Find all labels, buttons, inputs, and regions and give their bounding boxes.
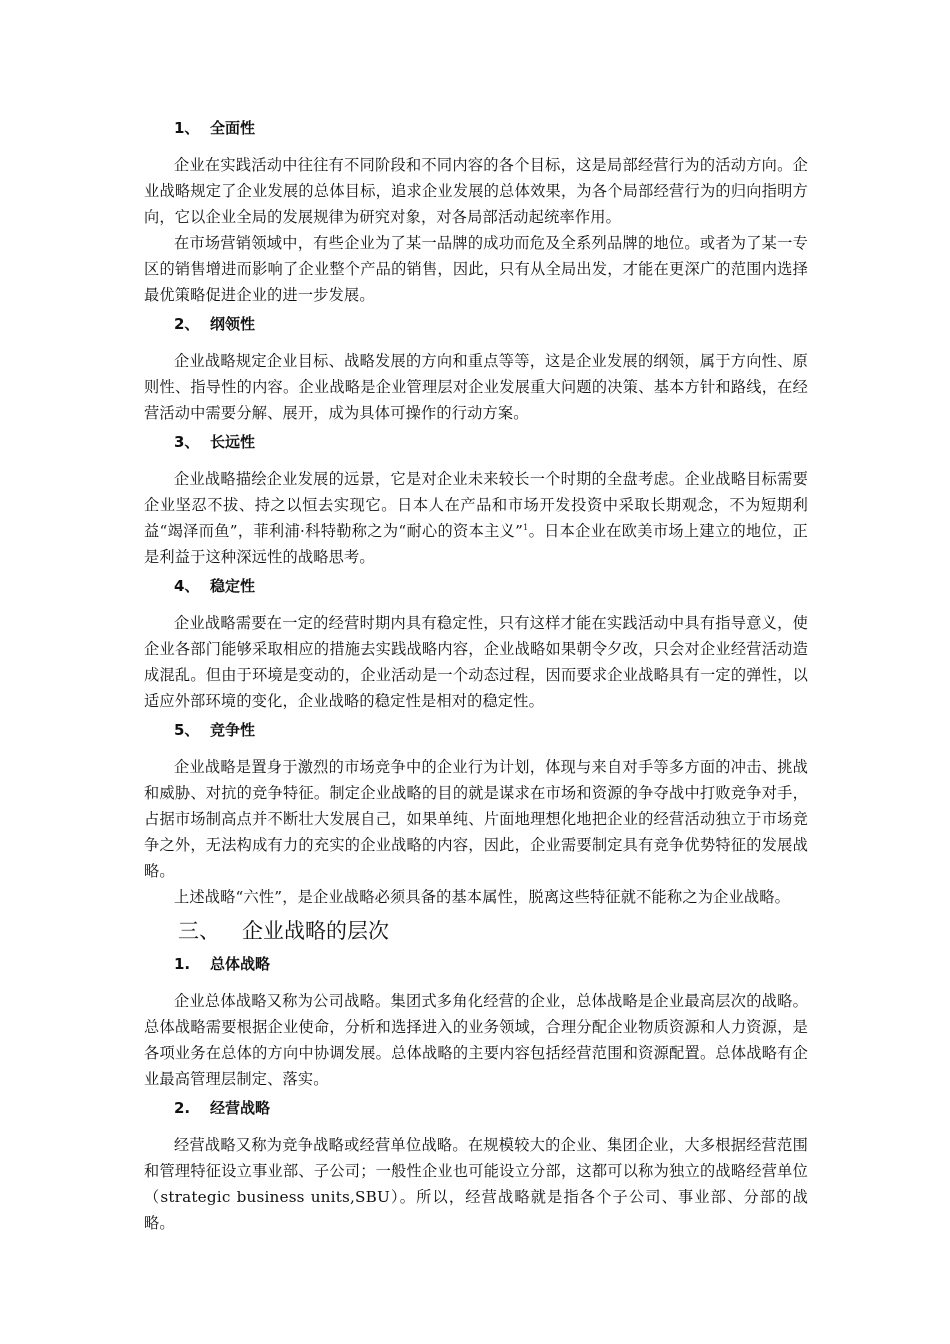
paragraph: 企业总体战略又称为公司战略。集团式多角化经营的企业，总体战略是企业最高层次的战略。总体战略需要根据企业使命，分析和选择进入的业务领域，合理分配企业物质资源和人力资源，是各项业务在总体的方向中协调发展。总体战略的主要内容包括经营范围和资源配置。总体战略有企业最高管理层制定、落实。 bbox=[144, 992, 808, 1088]
section-title: 稳定性 bbox=[210, 577, 256, 595]
section-heading-5 bbox=[174, 720, 808, 740]
section-heading-2 bbox=[174, 314, 808, 334]
section-heading-1 bbox=[174, 118, 808, 138]
level-number: 1. bbox=[174, 955, 191, 973]
paragraph: 企业在实践活动中往往有不同阶段和不同内容的各个目标，这是局部经营行为的活动方向。企业战略规定了企业发展的总体目标，追求企业发展的总体效果，为各个局部经营行为的归向指明方向，它以企业全局的发展规律为研究对象，对各局部活动起统率作用。 bbox=[144, 156, 808, 226]
paragraph-text: 。日本企业在欧美市场上建立的地位，正是利益于这种深远性的战略思考。 bbox=[144, 522, 808, 566]
section-number: 4、 bbox=[174, 577, 200, 595]
section-title: 长远性 bbox=[210, 433, 256, 451]
paragraph-text: 企业战略描绘企业发展的远景，它是对企业未来较长一个时期的全盘考虑。企业战略目标需要企业坚忍不拔、持之以恒去实现它。日本人在产品和市场开发投资中采取长期观念，不为短期利益“竭泽而鱼”，菲利浦·科特勒称之为“耐心的资本主义” bbox=[144, 470, 808, 540]
paragraph: 上述战略“六性”，是企业战略必须具备的基本属性，脱离这些特征就不能称之为企业战略。 bbox=[174, 888, 791, 906]
paragraph: 企业战略需要在一定的经营时期内具有稳定性，只有这样才能在实践活动中具有指导意义，使企业各部门能够采取相应的措施去实践战略内容，企业战略如果朝令夕改，只会对企业经营活动造成混乱。但由于环境是变动的，企业活动是一个动态过程，因而要求企业战略具有一定的弹性，以适应外部环境的变化，企业战略的稳定性是相对的稳定性。 bbox=[144, 614, 808, 710]
paragraph: 企业战略规定企业目标、战略发展的方向和重点等等，这是企业发展的纲领，属于方向性、原则性、指导性的内容。企业战略是企业管理层对企业发展重大问题的决策、基本方针和路线，在经营活动中需要分解、展开，成为具体可操作的行动方案。 bbox=[144, 352, 808, 422]
paragraph: 经营战略又称为竞争战略或经营单位战略。在规模较大的企业、集团企业，大多根据经营范围和管理特征设立事业部、子公司；一般性企业也可能设立分部，这都可以称为独立的战略经营单位（strategic business units,SBU）。所以，经营战略就是指各个子公司、事业部、分部的战略。 bbox=[144, 1136, 808, 1232]
document-content bbox=[144, 112, 808, 1236]
paragraph: 在市场营销领域中，有些企业为了某一品牌的成功而危及全系列品牌的地位。或者为了某一专区的销售增进而影响了企业整个产品的销售，因此，只有从全局出发，才能在更深广的范围内选择最优策略促进企业的进一步发展。 bbox=[144, 234, 808, 304]
section-title: 竞争性 bbox=[210, 721, 256, 739]
level-heading-2 bbox=[174, 1098, 808, 1118]
level-title: 经营战略 bbox=[210, 1099, 271, 1117]
chapter-number: 三、 bbox=[178, 919, 220, 943]
level-title: 总体战略 bbox=[210, 955, 271, 973]
paragraph: 企业战略是置身于激烈的市场竞争中的企业行为计划，体现与来自对手等多方面的冲击、挑战和威胁、对抗的竞争特征。制定企业战略的目的就是谋求在市场和资源的争夺战中打败竞争对手，占据市场制高点并不断壮大发展自己，如果单纯、片面地理想化地把企业的经营活动独立于市场竞争之外，无法构成有力的充实的企业战略的内容，因此，企业需要制定具有竞争优势特征的发展战略。 bbox=[144, 758, 808, 880]
footnote-ref[interactable]: 1 bbox=[523, 522, 529, 532]
section-number: 1、 bbox=[174, 119, 200, 137]
level-number: 2. bbox=[174, 1099, 191, 1117]
section-number: 3、 bbox=[174, 433, 200, 451]
section-title: 全面性 bbox=[210, 119, 256, 137]
paragraph bbox=[144, 466, 808, 570]
section-heading-3 bbox=[174, 432, 808, 452]
chapter-title: 企业战略的层次 bbox=[242, 919, 389, 943]
section-title: 纲领性 bbox=[210, 315, 256, 333]
section-number: 2、 bbox=[174, 315, 200, 333]
chapter-heading bbox=[178, 916, 808, 946]
level-heading-1 bbox=[174, 954, 808, 974]
section-heading-4 bbox=[174, 576, 808, 596]
section-number: 5、 bbox=[174, 721, 200, 739]
